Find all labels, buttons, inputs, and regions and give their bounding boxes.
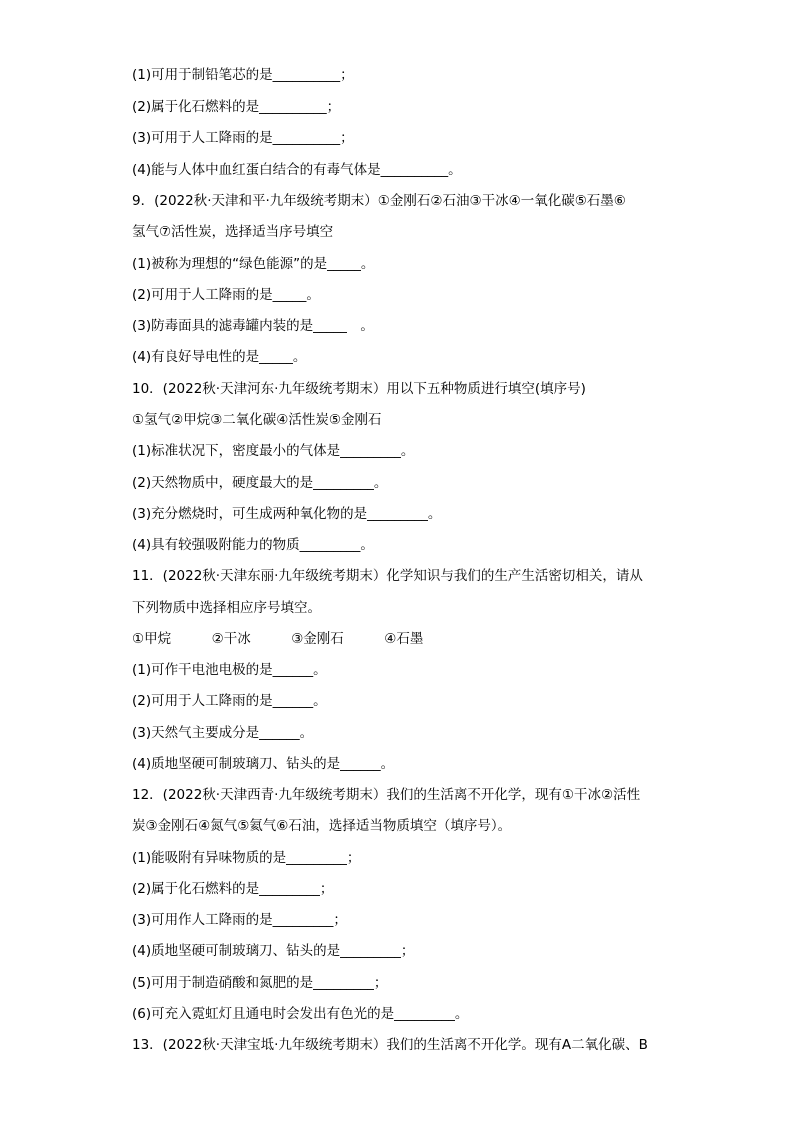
q12-part-6: (6)可充入霓虹灯且通电时会发出有色光的是_________。: [132, 1006, 469, 1022]
q11-stem-line-1: 11．(2022秋·天津东丽·九年级统考期末）化学知识与我们的生产生活密切相关，请从: [132, 568, 643, 584]
q11-options: ①甲烷 ②干冰 ③金刚石 ④石墨: [132, 631, 424, 647]
q12-stem-line-2: 炭③金刚石④氮气⑤氦气⑥石油，选择适当物质填空（填序号）。: [132, 818, 512, 834]
q10-part-1: (1)标准状况下，密度最小的气体是_________。: [132, 443, 415, 459]
q11-part-1: (1)可作干电池电极的是______。: [132, 662, 327, 678]
q11-part-3: (3)天然气主要成分是______。: [132, 725, 314, 741]
q12-part-1: (1)能吸附有异味物质的是_________；: [132, 850, 361, 866]
q8-part-4: (4)能与人体中血红蛋白结合的有毒气体是__________。: [132, 162, 462, 178]
q9-stem-line-2: 氢气⑦活性炭，选择适当序号填空: [132, 224, 334, 240]
q10-part-4: (4)具有较强吸附能力的物质_________。: [132, 537, 374, 553]
q9-stem-line-1: 9．(2022秋·天津和平·九年级统考期末）①金刚石②石油③干冰④一氧化碳⑤石墨⑥: [132, 193, 626, 209]
q8-part-2: (2)属于化石燃料的是__________；: [132, 99, 341, 115]
q10-part-3: (3)充分燃烧时，可生成两种氧化物的是_________。: [132, 506, 442, 522]
q10-stem: 10．(2022秋·天津河东·九年级统考期末）用以下五种物质进行填空(填序号): [132, 381, 586, 397]
q11-part-4: (4)质地坚硬可制玻璃刀、钻头的是______。: [132, 756, 395, 772]
q12-stem-line-1: 12．(2022秋·天津西青·九年级统考期末）我们的生活离不开化学，现有①干冰②活性: [132, 787, 641, 803]
q11-stem-line-2: 下列物质中选择相应序号填空。: [132, 600, 321, 616]
q12-part-5: (5)可用于制造硝酸和氮肥的是_________；: [132, 975, 388, 991]
q11-part-2: (2)可用于人工降雨的是______。: [132, 693, 327, 709]
q10-options: ①氢气②甲烷③二氧化碳④活性炭⑤金刚石: [132, 412, 382, 428]
q12-part-3: (3)可用作人工降雨的是_________；: [132, 912, 347, 928]
q9-part-2: (2)可用于人工降雨的是_____。: [132, 287, 320, 303]
q9-part-1: (1)被称为理想的“绿色能源”的是_____。: [132, 256, 375, 272]
q13-stem-line-1: 13．(2022秋·天津宝坻·九年级统考期末）我们的生活离不开化学。现有A二氧化碳、B: [132, 1037, 648, 1053]
q10-part-2: (2)天然物质中，硬度最大的是_________。: [132, 475, 388, 491]
q8-part-1: (1)可用于制铅笔芯的是__________；: [132, 67, 354, 83]
q9-part-4: (4)有良好导电性的是_____。: [132, 349, 307, 365]
q8-part-3: (3)可用于人工降雨的是__________；: [132, 130, 354, 146]
q12-part-2: (2)属于化石燃料的是_________；: [132, 881, 334, 897]
q9-part-3: (3)防毒面具的滤毒罐内装的是_____ 。: [132, 318, 374, 334]
q12-part-4: (4)质地坚硬可制玻璃刀、钻头的是_________；: [132, 943, 415, 959]
